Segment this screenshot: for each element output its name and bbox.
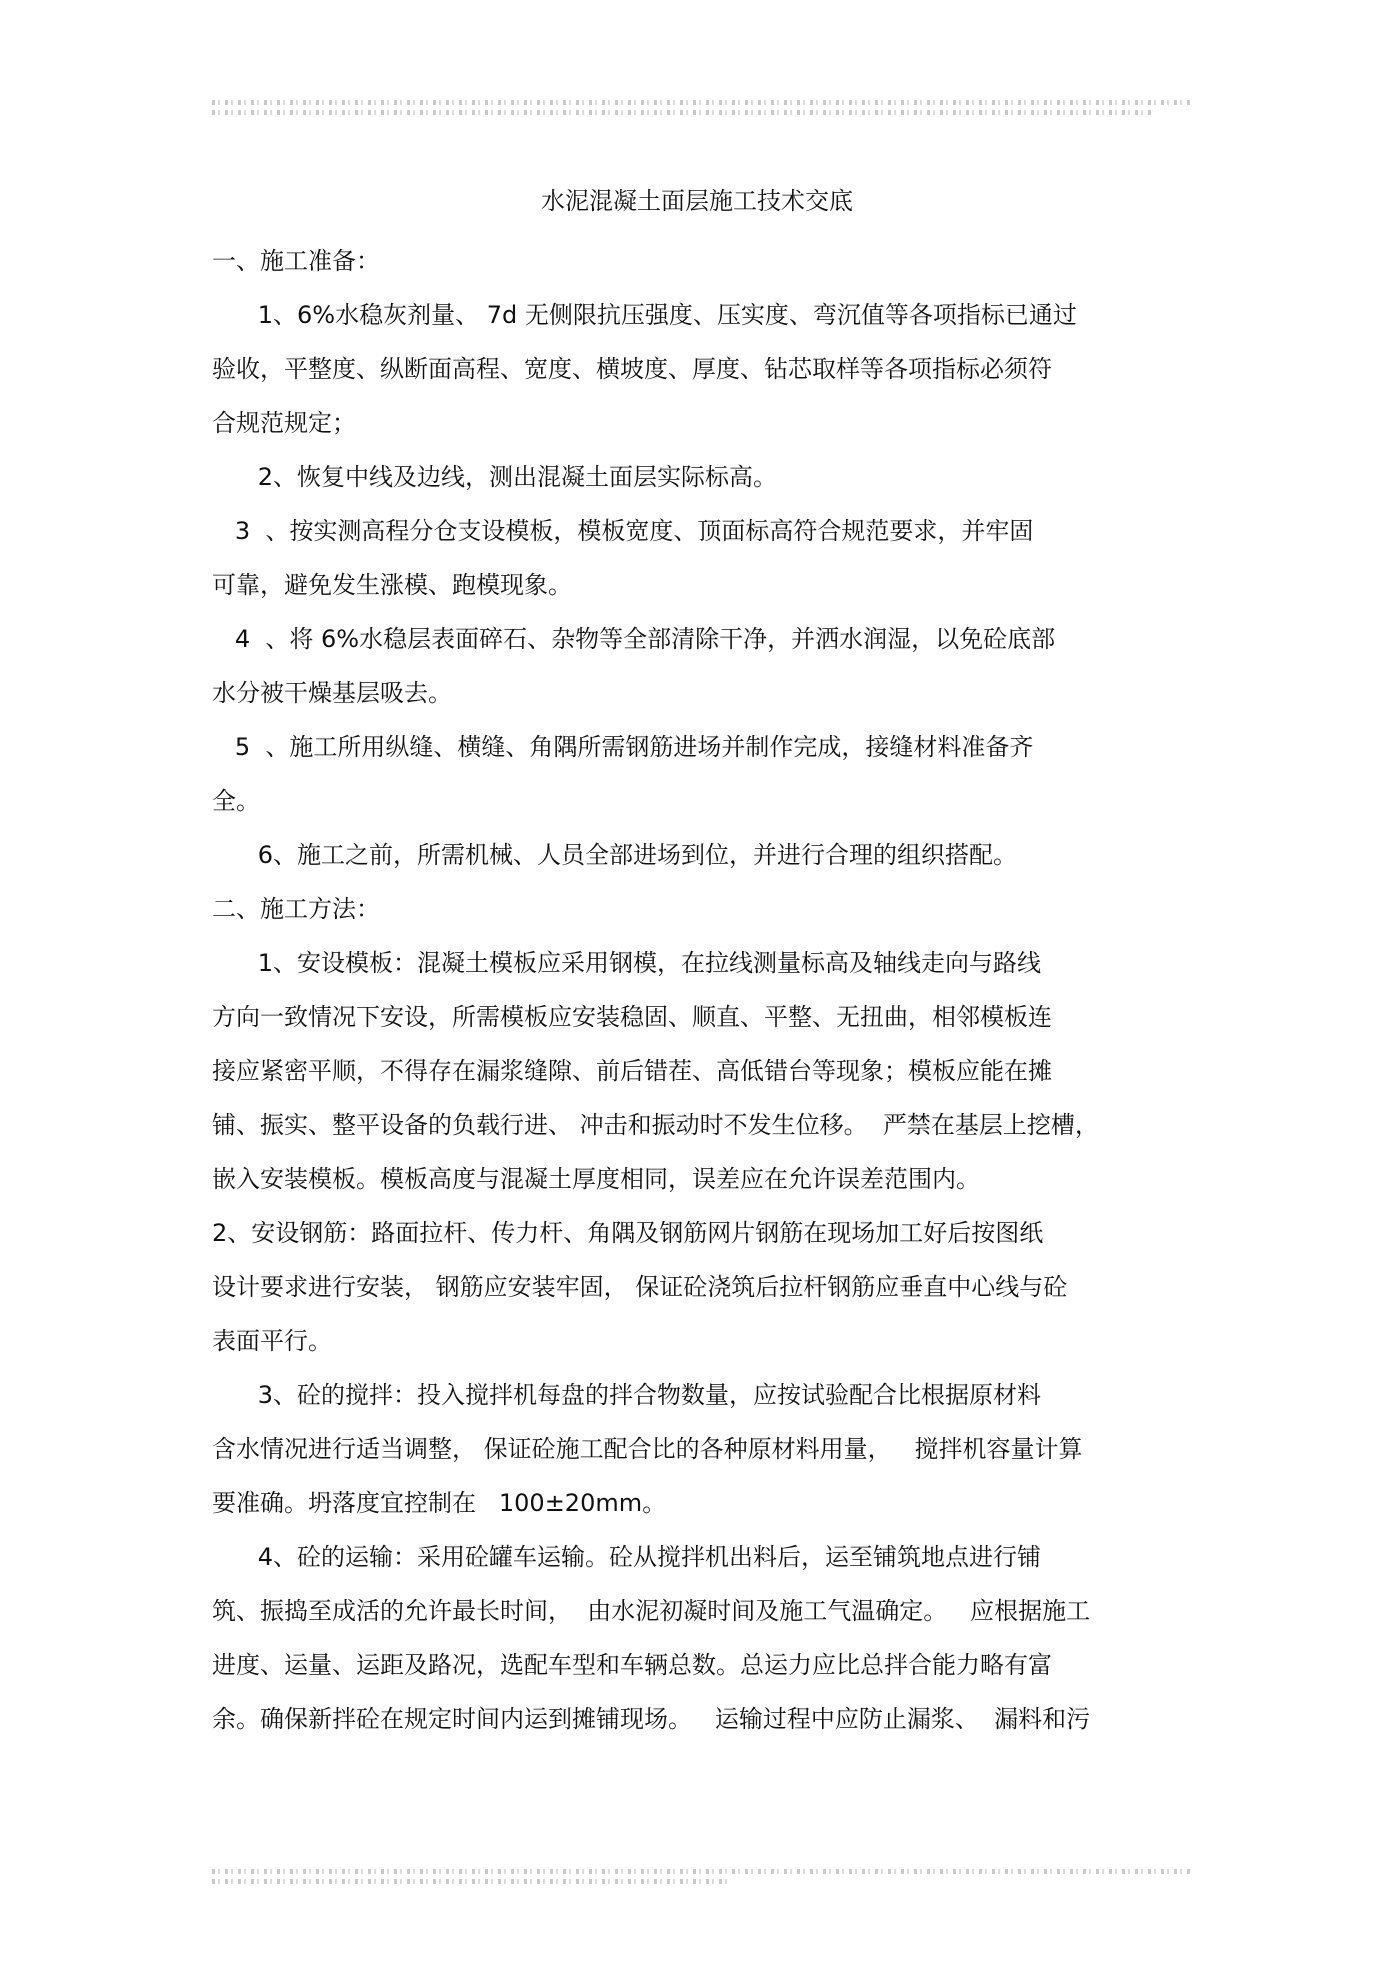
document-line: 余。确保新拌砼在规定时间内运到摊铺现场。 运输过程中应防止漏浆、 漏料和污 (212, 1705, 1091, 1733)
document-line: 方向一致情况下安设，所需模板应安装稳固、顺直、平整、无扭曲，相邻模板连 (212, 1003, 1052, 1031)
header-noise-line (212, 100, 1192, 105)
document-line: 全。 (212, 787, 260, 815)
document-line: 嵌入安装模板。模板高度与混凝土厚度相同，误差应在允许误差范围内。 (212, 1165, 980, 1193)
document-line: 4、砼的运输：采用砼罐车运输。砼从搅拌机出料后，运至铺筑地点进行铺 (212, 1543, 1042, 1571)
document-line: 可靠，避免发生涨模、跑模现象。 (212, 571, 572, 599)
document-line: 表面平行。 (212, 1327, 332, 1355)
document-line: 二、施工方法： (212, 895, 380, 923)
document-line: 要准确。坍落度宜控制在 100±20mm。 (212, 1489, 667, 1517)
document-line: 4 、将 6%水稳层表面碎石、杂物等全部清除干净，并洒水润湿，以免砼底部 (212, 625, 1056, 653)
document-line: 2、恢复中线及边线，测出混凝土面层实际标高。 (212, 463, 778, 491)
footer-noise-line (212, 1879, 732, 1884)
document-line: 接应紧密平顺，不得存在漏浆缝隙、前后错茬、高低错台等现象；模板应能在摊 (212, 1057, 1052, 1085)
document-line: 5 、施工所用纵缝、横缝、角隅所需钢筋进场并制作完成，接缝材料准备齐 (212, 733, 1034, 761)
document-line: 水分被干燥基层吸去。 (212, 679, 452, 707)
document-line: 1、安设模板：混凝土模板应采用钢模，在拉线测量标高及轴线走向与路线 (212, 949, 1042, 977)
document-line: 设计要求进行安装， 钢筋应安装牢固， 保证砼浇筑后拉杆钢筋应垂直中心线与砼 (212, 1273, 1068, 1301)
document-line: 含水情况进行适当调整， 保证砼施工配合比的各种原材料用量， 搅拌机容量计算 (212, 1435, 1083, 1463)
document-line: 一、施工准备： (212, 247, 380, 275)
document-line: 验收，平整度、纵断面高程、宽度、横坡度、厚度、钻芯取样等各项指标必须符 (212, 355, 1052, 383)
document-line: 3、砼的搅拌：投入搅拌机每盘的拌合物数量，应按试验配合比根据原材料 (212, 1381, 1042, 1409)
document-line: 6、施工之前，所需机械、人员全部进场到位，并进行合理的组织搭配。 (212, 841, 1018, 869)
document-line: 合规范规定； (212, 409, 356, 437)
document-title: 水泥混凝土面层施工技术交底 (541, 187, 853, 215)
document-line: 铺、振实、整平设备的负载行进、 冲击和振动时不发生位移。 严禁在基层上挖槽， (212, 1111, 1099, 1139)
document-line: 1、6%水稳灰剂量、 7d 无侧限抗压强度、压实度、弯沉值等各项指标已通过 (212, 301, 1077, 329)
document-line: 进度、运量、运距及路况，选配车型和车辆总数。总运力应比总拌合能力略有富 (212, 1651, 1052, 1679)
header-noise-line (212, 110, 1152, 115)
document-line: 3 、按实测高程分仓支设模板，模板宽度、顶面标高符合规范要求，并牢固 (212, 517, 1034, 545)
document-line: 筑、振捣至成活的允许最长时间， 由水泥初凝时间及施工气温确定。 应根据施工 (212, 1597, 1091, 1625)
document-line: 2、安设钢筋：路面拉杆、传力杆、角隅及钢筋网片钢筋在现场加工好后按图纸 (212, 1219, 1044, 1247)
footer-noise-line (212, 1869, 1192, 1874)
